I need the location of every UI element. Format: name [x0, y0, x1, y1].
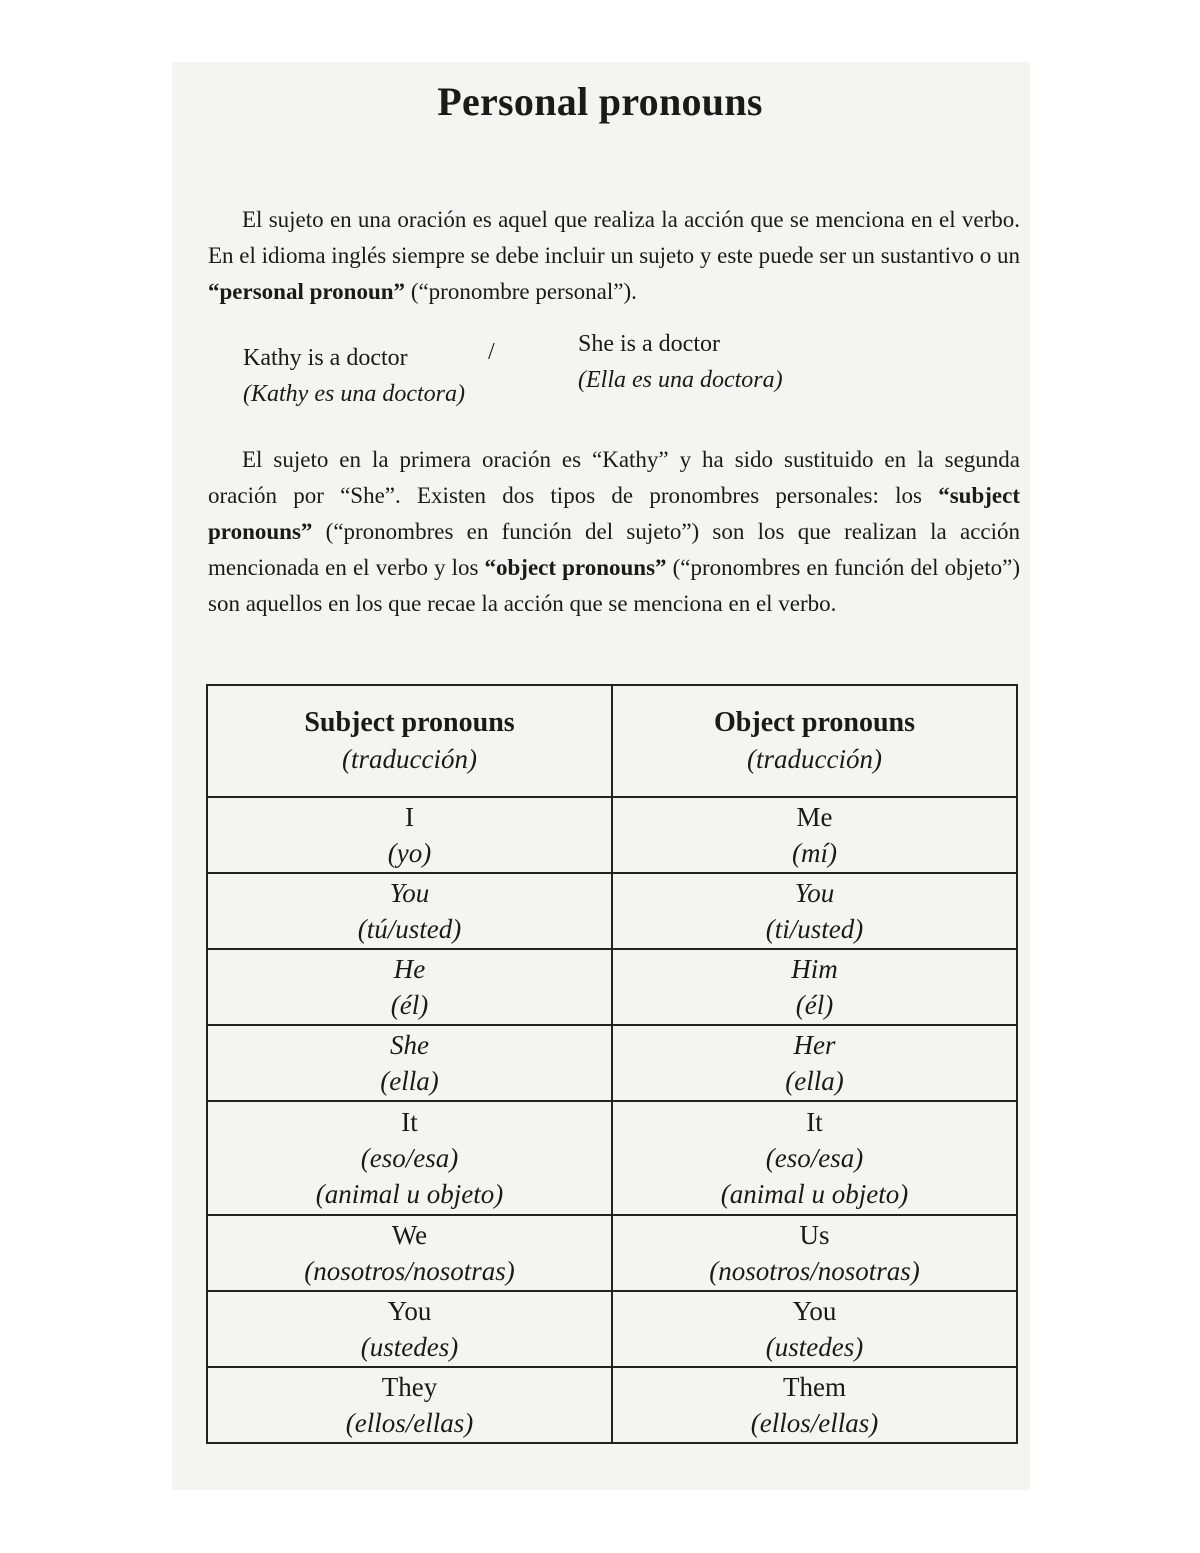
object-cell: [612, 1025, 1017, 1101]
table-row: [207, 949, 1017, 1025]
object-cell: [612, 1101, 1017, 1215]
subject-translation: (ella): [380, 1066, 439, 1096]
subject-header-title: Subject pronouns: [304, 707, 515, 738]
example-left-english: Kathy is a doctor: [243, 345, 408, 371]
explanation-bold-object: “object pronouns”: [484, 555, 667, 580]
pronouns-table: [206, 684, 1018, 1444]
intro-paragraph: [208, 202, 1020, 310]
object-pronoun: It: [806, 1107, 823, 1137]
subject-translation: (eso/esa): [360, 1143, 459, 1173]
table-row: [207, 1025, 1017, 1101]
subject-translation: (él): [390, 990, 429, 1020]
object-pronoun: Him: [791, 954, 838, 984]
subject-cell: [207, 1101, 612, 1215]
subject-translation: (ellos/ellas): [345, 1408, 474, 1438]
object-translation: (mí): [792, 838, 837, 868]
subject-note: (animal u objeto): [315, 1179, 504, 1209]
object-translation: (nosotros/nosotras): [709, 1256, 920, 1286]
example-right-spanish: (Ella es una doctora): [578, 367, 783, 393]
subject-cell: [207, 949, 612, 1025]
object-translation: (ti/usted): [765, 914, 864, 944]
subject-cell: [207, 1291, 612, 1367]
object-cell: [612, 1367, 1017, 1443]
subject-pronoun: They: [381, 1372, 438, 1402]
object-cell: [612, 873, 1017, 949]
subject-header-subtitle: (traducción): [342, 744, 477, 774]
subject-cell: [207, 1025, 612, 1101]
subject-translation: (nosotros/nosotras): [304, 1256, 515, 1286]
example-left-spanish: (Kathy es una doctora): [243, 381, 465, 407]
subject-pronoun: You: [387, 1296, 432, 1326]
object-translation: (él): [795, 990, 834, 1020]
object-header: [612, 685, 1017, 797]
subject-pronoun: You: [389, 878, 430, 908]
subject-translation: (ustedes): [360, 1332, 459, 1362]
object-header-title: Object pronouns: [714, 707, 915, 738]
object-pronoun: You: [792, 1296, 837, 1326]
subject-cell: [207, 873, 612, 949]
object-note: (animal u objeto): [720, 1179, 909, 1209]
example-right: [578, 326, 783, 398]
example-left: [243, 340, 465, 412]
explanation-text-part3: (“pronombres en función del objeto”) son aquellos en los que recae la acción que se menciona en el verbo.: [208, 555, 1020, 616]
example-right-english: She is a doctor: [578, 331, 720, 357]
subject-pronoun: It: [401, 1107, 418, 1137]
object-cell: [612, 1215, 1017, 1291]
object-cell: [612, 1291, 1017, 1367]
explanation-bold-subject: “subject pronouns”: [208, 483, 1020, 544]
table-row: [207, 873, 1017, 949]
explanation-text-part1: El sujeto en la primera oración es “Kathy” y ha sido sustituido en la segunda oración por “She”. Existen dos tipos de pronombres personales: los: [208, 447, 1020, 508]
table-row: [207, 1367, 1017, 1443]
subject-cell: [207, 1215, 612, 1291]
object-pronoun: Me: [796, 802, 833, 832]
object-pronoun: Us: [799, 1220, 830, 1250]
explanation-paragraph: [208, 442, 1020, 622]
subject-cell: [207, 797, 612, 873]
subject-pronoun: We: [391, 1220, 428, 1250]
object-header-subtitle: (traducción): [747, 744, 882, 774]
table-row: [207, 797, 1017, 873]
intro-bold-term: “personal pronoun”: [208, 279, 406, 304]
object-pronoun: Her: [793, 1030, 836, 1060]
subject-pronoun: He: [393, 954, 426, 984]
table-row: [207, 1101, 1017, 1215]
subject-translation: (yo): [387, 838, 432, 868]
subject-translation: (tú/usted): [357, 914, 462, 944]
object-pronoun: You: [794, 878, 835, 908]
object-translation: (eso/esa): [765, 1143, 864, 1173]
subject-pronoun: I: [405, 802, 414, 832]
explanation-text-part2: (“pronombres en función del sujeto”) son los que realizan la acción mencionada en el verbo y los: [208, 519, 1020, 580]
intro-text-part2: (“pronombre personal”).: [405, 279, 637, 304]
object-pronoun: Them: [783, 1372, 846, 1402]
object-translation: (ellos/ellas): [750, 1408, 879, 1438]
object-cell: [612, 949, 1017, 1025]
table-row: [207, 1291, 1017, 1367]
object-translation: (ustedes): [765, 1332, 864, 1362]
example-separator: /: [488, 339, 495, 365]
table-row: [207, 1215, 1017, 1291]
intro-text-part1: El sujeto en una oración es aquel que realiza la acción que se menciona en el verbo. En el idioma inglés siempre se debe incluir un sujeto y este puede ser un sustantivo o un: [208, 207, 1020, 268]
subject-cell: [207, 1367, 612, 1443]
page-title: Personal pronouns: [437, 79, 763, 124]
object-cell: [612, 797, 1017, 873]
object-translation: (ella): [785, 1066, 844, 1096]
table-header-row: [207, 685, 1017, 797]
subject-header: [207, 685, 612, 797]
subject-pronoun: She: [390, 1030, 429, 1060]
